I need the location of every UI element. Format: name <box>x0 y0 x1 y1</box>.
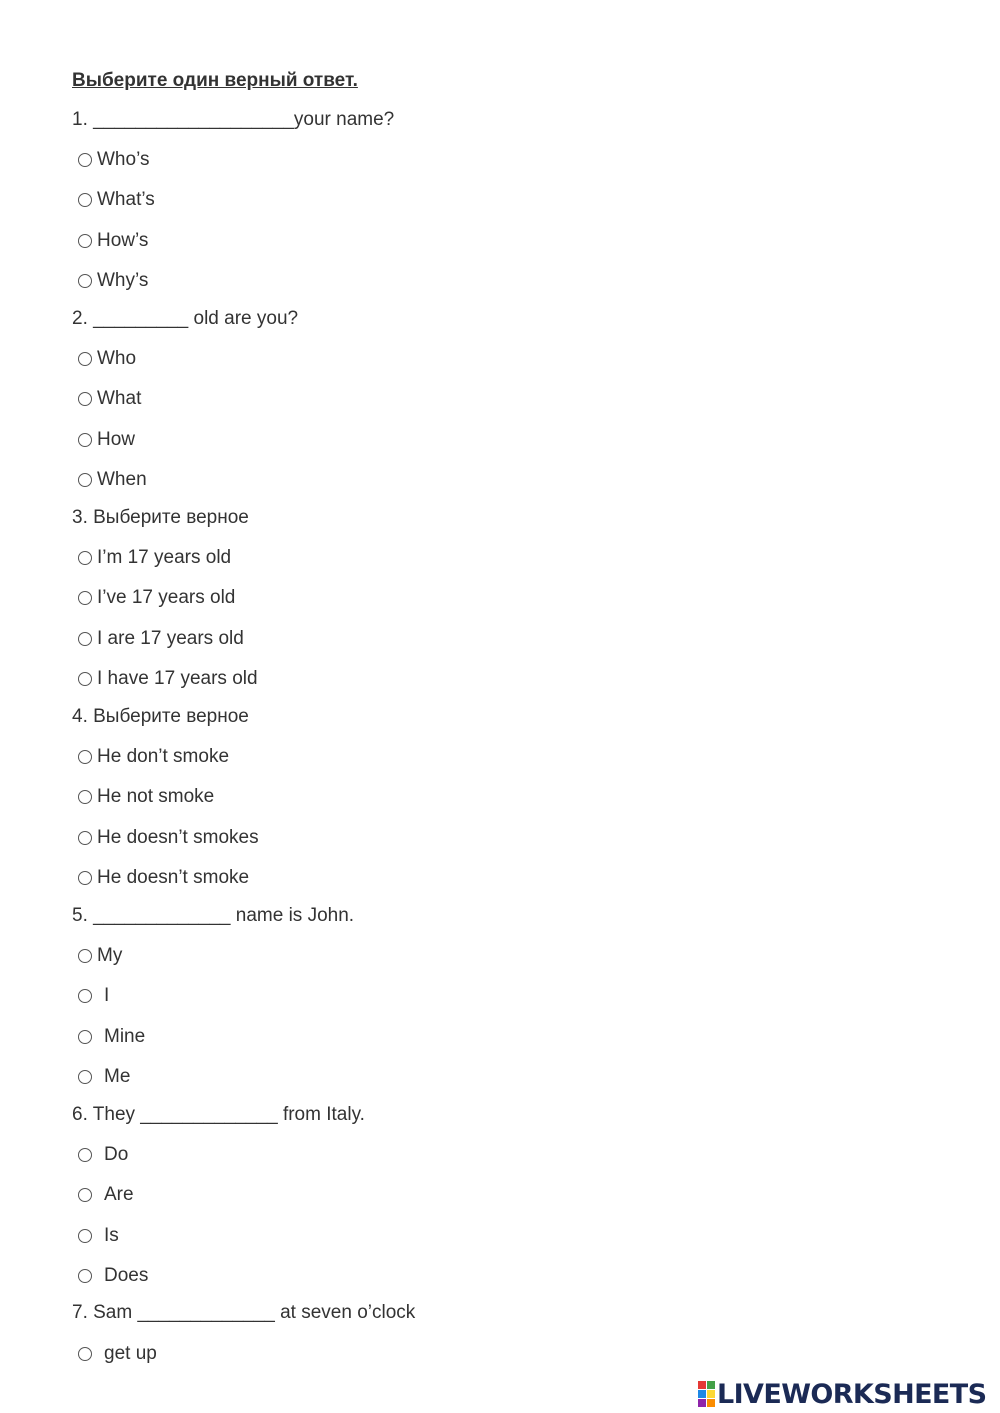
question-7-prompt: 7. Sam _____________ at seven o’clock <box>72 1302 416 1323</box>
question-5-prompt: 5. _____________ name is John. <box>72 905 355 926</box>
logo-tile <box>698 1390 706 1398</box>
radio-icon[interactable] <box>78 871 92 885</box>
question-2-option-1[interactable]: Who <box>78 347 136 371</box>
question-4-prompt: 4. Выберите верное <box>72 706 249 727</box>
logo-tile <box>707 1390 715 1398</box>
radio-icon[interactable] <box>78 591 92 605</box>
question-4-option-1[interactable]: He don’t smoke <box>78 745 229 769</box>
worksheet-heading: Выберите один верный ответ. <box>72 70 358 91</box>
question-6-option-3[interactable]: Is <box>78 1224 119 1248</box>
logo-tile <box>707 1381 715 1389</box>
radio-icon[interactable] <box>78 234 92 248</box>
question-4-option-2[interactable]: He not smoke <box>78 785 214 809</box>
radio-icon[interactable] <box>78 831 92 845</box>
question-1-option-4[interactable]: Why’s <box>78 269 148 293</box>
question-6-prompt: 6. They _____________ from Italy. <box>72 1104 365 1125</box>
radio-icon[interactable] <box>78 790 92 804</box>
question-1-prompt: 1. ___________________your name? <box>72 109 395 130</box>
question-1-option-2[interactable]: What’s <box>78 188 155 212</box>
question-6-option-4[interactable]: Does <box>78 1264 148 1288</box>
radio-icon[interactable] <box>78 1030 92 1044</box>
question-3-option-4[interactable]: I have 17 years old <box>78 667 258 691</box>
radio-icon[interactable] <box>78 750 92 764</box>
question-5-option-2[interactable]: I <box>78 984 109 1008</box>
radio-icon[interactable] <box>78 1070 92 1084</box>
radio-icon[interactable] <box>78 1188 92 1202</box>
question-2-option-3[interactable]: How <box>78 428 135 452</box>
question-3-option-2[interactable]: I’ve 17 years old <box>78 586 235 610</box>
radio-icon[interactable] <box>78 1229 92 1243</box>
logo-mark-icon <box>698 1381 715 1407</box>
logo-text: LIVEWORKSHEETS <box>717 1378 987 1410</box>
question-2-option-4[interactable]: When <box>78 468 147 492</box>
question-4-option-4[interactable]: He doesn’t smoke <box>78 866 249 890</box>
radio-icon[interactable] <box>78 1269 92 1283</box>
question-4-option-3[interactable]: He doesn’t smokes <box>78 826 259 850</box>
logo-tile <box>707 1399 715 1407</box>
radio-icon[interactable] <box>78 1148 92 1162</box>
question-5-option-1[interactable]: My <box>78 944 122 968</box>
question-2-option-2[interactable]: What <box>78 387 141 411</box>
radio-icon[interactable] <box>78 433 92 447</box>
question-7-option-1[interactable]: get up <box>78 1342 157 1366</box>
radio-icon[interactable] <box>78 274 92 288</box>
question-2-prompt: 2. _________ old are you? <box>72 308 299 329</box>
radio-icon[interactable] <box>78 352 92 366</box>
radio-icon[interactable] <box>78 1347 92 1361</box>
question-3-option-1[interactable]: I’m 17 years old <box>78 546 231 570</box>
question-6-option-1[interactable]: Do <box>78 1143 128 1167</box>
radio-icon[interactable] <box>78 551 92 565</box>
radio-icon[interactable] <box>78 949 92 963</box>
radio-icon[interactable] <box>78 153 92 167</box>
radio-icon[interactable] <box>78 473 92 487</box>
logo-tile <box>698 1381 706 1389</box>
radio-icon[interactable] <box>78 989 92 1003</box>
question-5-option-3[interactable]: Mine <box>78 1025 145 1049</box>
radio-icon[interactable] <box>78 632 92 646</box>
question-3-option-3[interactable]: I are 17 years old <box>78 627 244 651</box>
question-6-option-2[interactable]: Are <box>78 1183 134 1207</box>
radio-icon[interactable] <box>78 392 92 406</box>
question-1-option-3[interactable]: How’s <box>78 229 148 253</box>
question-5-option-4[interactable]: Me <box>78 1065 130 1089</box>
radio-icon[interactable] <box>78 672 92 686</box>
radio-icon[interactable] <box>78 193 92 207</box>
question-1-option-1[interactable]: Who’s <box>78 148 149 172</box>
liveworksheets-logo <box>698 1377 986 1411</box>
question-3-prompt: 3. Выберите верное <box>72 507 249 528</box>
logo-tile <box>698 1399 706 1407</box>
